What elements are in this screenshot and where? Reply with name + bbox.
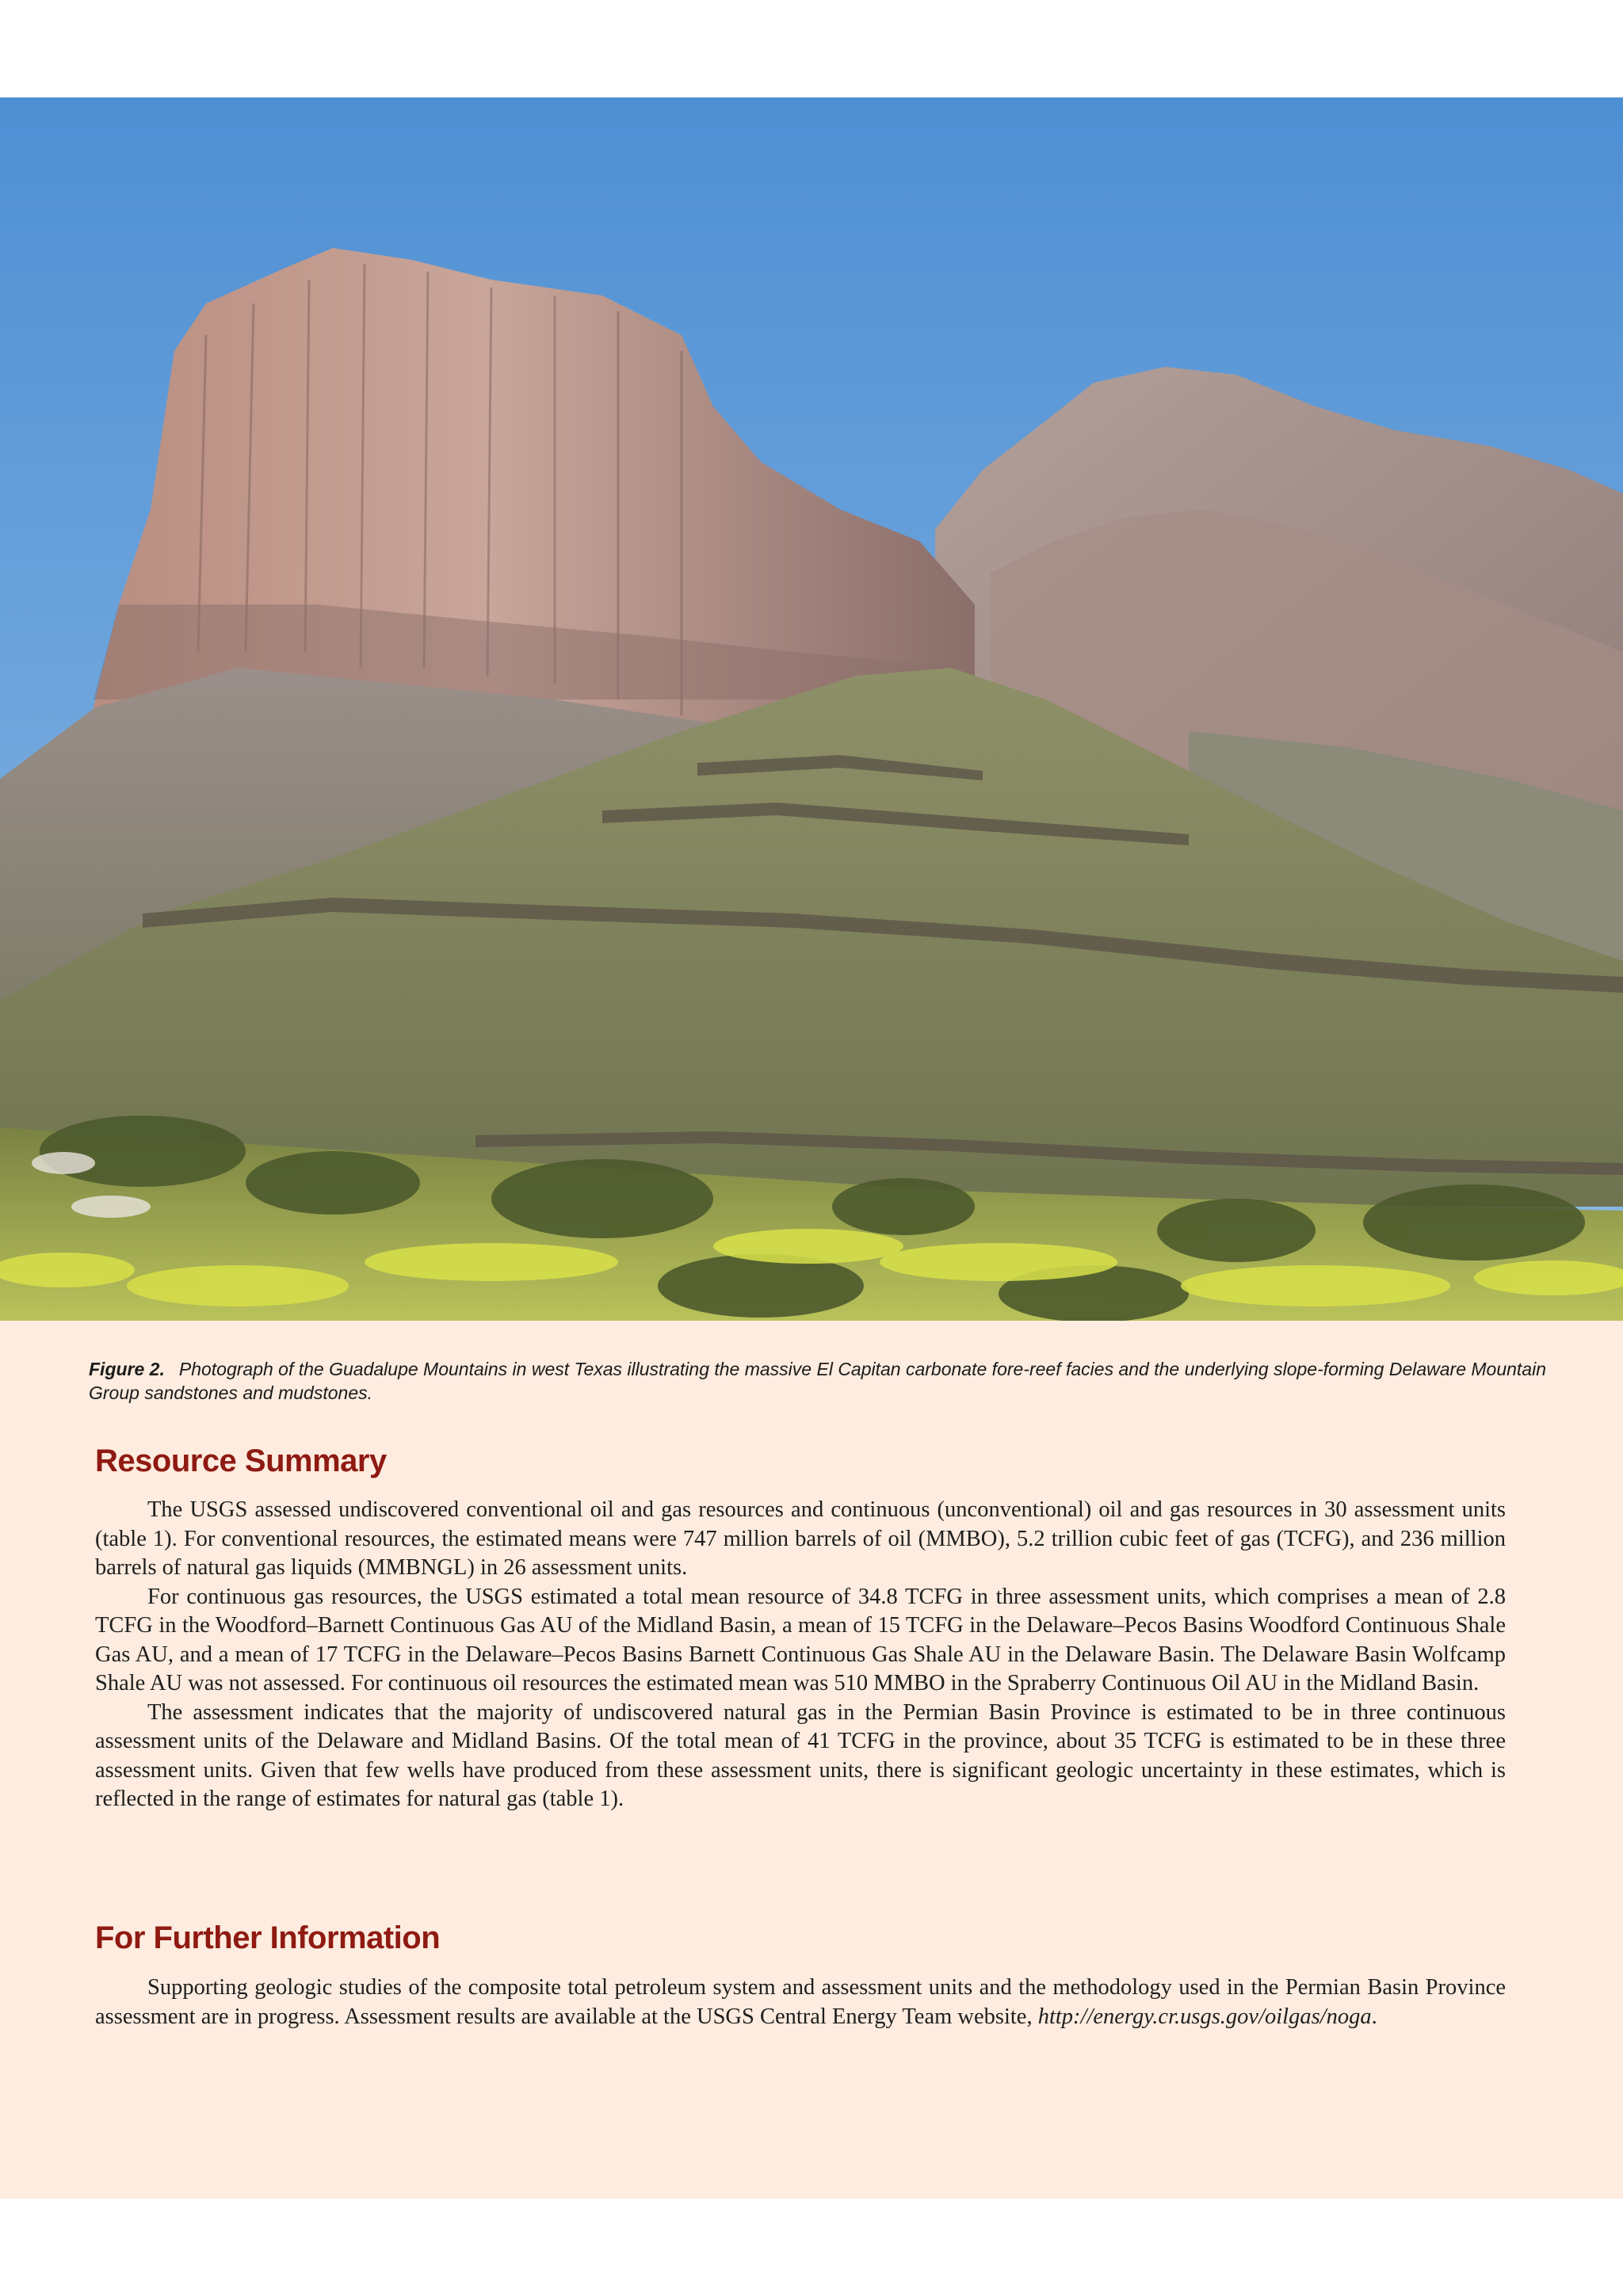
figure-caption-text: Photograph of the Guadalupe Mountains in west Texas illustrating the massive El Capitan carbonate fore-reef facies and the underlying slope-forming Delaware Mountain Group sandstones and mudstones. — [89, 1359, 1546, 1403]
resource-summary-paragraph-1: The USGS assessed undiscovered conventional oil and gas resources and continuous (unconventional) oil and gas resources in 30 assessment units (table 1). For conventional resources, the estimated means were 747 million barrels of oil (MMBO), 5.2 trillion cubic feet of gas (TCFG), and 236 million barrels of natural gas liquids (MMBNGL) in 26 assessment units. — [95, 1497, 1506, 1580]
resource-summary-heading: Resource Summary — [95, 1444, 387, 1478]
noga-website-link[interactable]: http://energy.cr.usgs.gov/oilgas/noga — [1037, 2004, 1372, 2029]
resource-summary-body — [95, 1496, 1506, 1814]
resource-summary-paragraph-3: The assessment indicates that the majority of undiscovered natural gas in the Permian Basin Province is estimated to be in three continuous assessment units of the Delaware and Midland Basins. Of the total mean of 41 TCFG in the province, about 35 TCFG is estimated to be in these three assessment units. Given that few wells have produced from these assessment units, there is significant geologic uncertainty in these estimates, which is reflected in the range of estimates for natural gas (table 1). — [95, 1699, 1506, 1811]
further-information-trailing: . — [1371, 2004, 1377, 2029]
further-information-paragraph — [95, 1974, 1506, 2031]
further-information-body — [95, 1974, 1506, 2031]
further-information-heading: For Further Information — [95, 1920, 441, 1955]
resource-summary-paragraph-2: For continuous gas resources, the USGS estimated a total mean resource of 34.8 TCFG in three assessment units, which comprises a mean of 2.8 TCFG in the Woodford–Barnett Continuous Gas AU of the Midland Basin, a mean of 15 TCFG in the Delaware–Pecos Basins Woodford Continuous Shale Gas AU, and a mean of 17 TCFG in the Delaware–Pecos Basins Barnett Continuous Gas Shale AU in the Delaware Basin. The Delaware Basin Wolfcamp Shale AU was not assessed. For continuous oil resources the estimated mean was 510 MMBO in the Spraberry Continuous Oil AU in the Midland Basin. — [95, 1584, 1506, 1695]
guadalupe-mountains-photo — [0, 97, 1623, 1321]
further-information-text: Supporting geologic studies of the composite total petroleum system and assessment units and the methodology used in the Permian Basin Province assessment are in progress. Assessment results are available at the USGS Central Energy Team website, — [95, 1975, 1506, 2029]
figure-caption — [89, 1357, 1547, 1405]
figure-label: Figure 2. — [89, 1359, 165, 1379]
